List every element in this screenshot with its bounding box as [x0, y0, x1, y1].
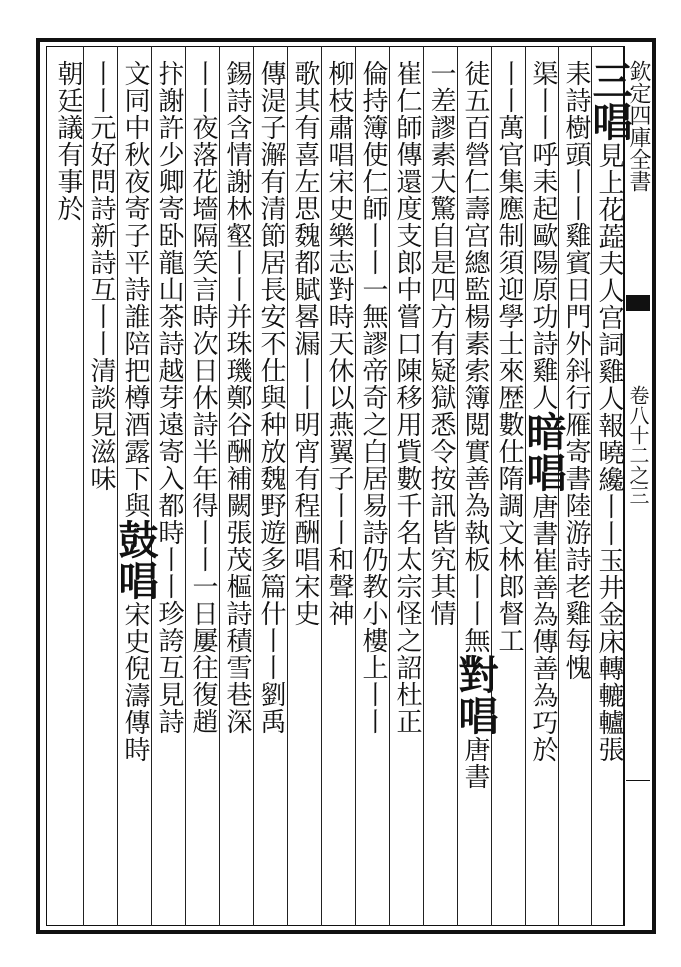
entry-heading: 對唱 — [452, 654, 499, 736]
text-column — [452, 60, 499, 920]
column-rule — [423, 46, 424, 926]
text-column — [425, 60, 457, 920]
column-rule — [287, 46, 288, 926]
text-column — [289, 60, 321, 920]
column-text: 文同中秋夜寄子平詩誰陪把樽酒露下與 — [120, 60, 150, 519]
column-rule — [185, 46, 186, 926]
column-text: 耒詩樹頭丨丨雞賓日門外斜行雁寄書陸游詩老雞每愧 — [561, 60, 591, 681]
column-text: 一差謬素大驚自是四方有疑獄悉令按訊皆究其情 — [426, 60, 456, 627]
column-text: 朝廷議有事於 — [53, 60, 83, 222]
text-column — [586, 60, 633, 920]
text-column — [391, 60, 423, 920]
column-text: 見上花蕋夫人宫詞雞人報曉纔丨丨玉井金床轉轆轤張 — [594, 142, 624, 763]
column-text: 唐書崔善為傳善為巧於 — [528, 493, 558, 763]
column-rule — [321, 46, 322, 926]
column-rule — [151, 46, 152, 926]
text-column — [153, 60, 185, 920]
column-text: 歴數仕隋調文林郎督工 — [494, 384, 524, 654]
fold-book-title: 欽定四庫全書 — [626, 60, 651, 192]
column-text: 丨丨元好問詩新詩互丨丨清談見滋味 — [86, 60, 116, 492]
column-text: 倫持簿使仁師丨丨一無謬帝奇之白居易詩仍教小樓上丨丨 — [358, 60, 388, 735]
text-column — [493, 60, 525, 920]
fold-volume-label: 卷八十二之三 — [626, 385, 650, 505]
column-text: 歌其有喜左思魏都賦晷漏丨丨明宵有程酬唱宋史 — [290, 60, 320, 627]
column-text: 徒五百營仁壽宫總監楊素索簿閲實善為執板丨丨無 — [460, 60, 490, 654]
column-rule — [457, 46, 458, 926]
column-text: 錫詩含情謝林壑丨丨并珠璣鄭谷酬補闕張茂樞詩積雪巷深 — [222, 60, 252, 735]
text-column — [357, 60, 389, 920]
column-rule — [219, 46, 220, 926]
text-column — [221, 60, 253, 920]
text-column — [112, 60, 159, 920]
entry-heading: 鼓唱 — [112, 519, 159, 601]
entry-heading: 三唱 — [586, 60, 633, 142]
text-column — [520, 60, 567, 920]
column-text: 丨丨夜落花墻隔笑言時次日休詩半年得丨丨一日屢往復趙 — [188, 60, 218, 735]
fold-divider — [626, 780, 650, 781]
column-text: 崔仁師傳還度支郎中嘗口陳移用貲數千名太宗怪之詔杜正 — [392, 60, 422, 735]
column-rule — [491, 46, 492, 926]
column-text: 宋史倪濤傳時 — [120, 601, 150, 763]
entry-heading: 暗唱 — [520, 411, 567, 493]
text-column — [52, 60, 84, 920]
column-rule — [253, 46, 254, 926]
column-text: 柳枝肅唱宋史樂志對時天休以燕翼子丨丨和聲神 — [324, 60, 354, 627]
column-rule — [389, 46, 390, 926]
column-rule — [117, 46, 118, 926]
text-column — [187, 60, 219, 920]
column-text: 傳湜子澥有清節居長安不仕與种放魏野遊多篇什丨丨劉禹 — [256, 60, 286, 735]
column-rule — [355, 46, 356, 926]
column-text: 抃謝許少卿寄卧龍山茶詩越芽遠寄入都時丨丨珍誇互見詩 — [154, 60, 184, 735]
text-column — [323, 60, 355, 920]
column-text: 丨丨萬官集應制須迎學士來 — [494, 60, 524, 384]
text-column — [255, 60, 287, 920]
column-text: 唐書 — [460, 736, 490, 790]
text-column — [85, 60, 117, 920]
fold-fishtail-mark — [626, 295, 650, 311]
column-text: 渠丨丨呼耒起歐陽原功詩雞人 — [528, 60, 558, 411]
